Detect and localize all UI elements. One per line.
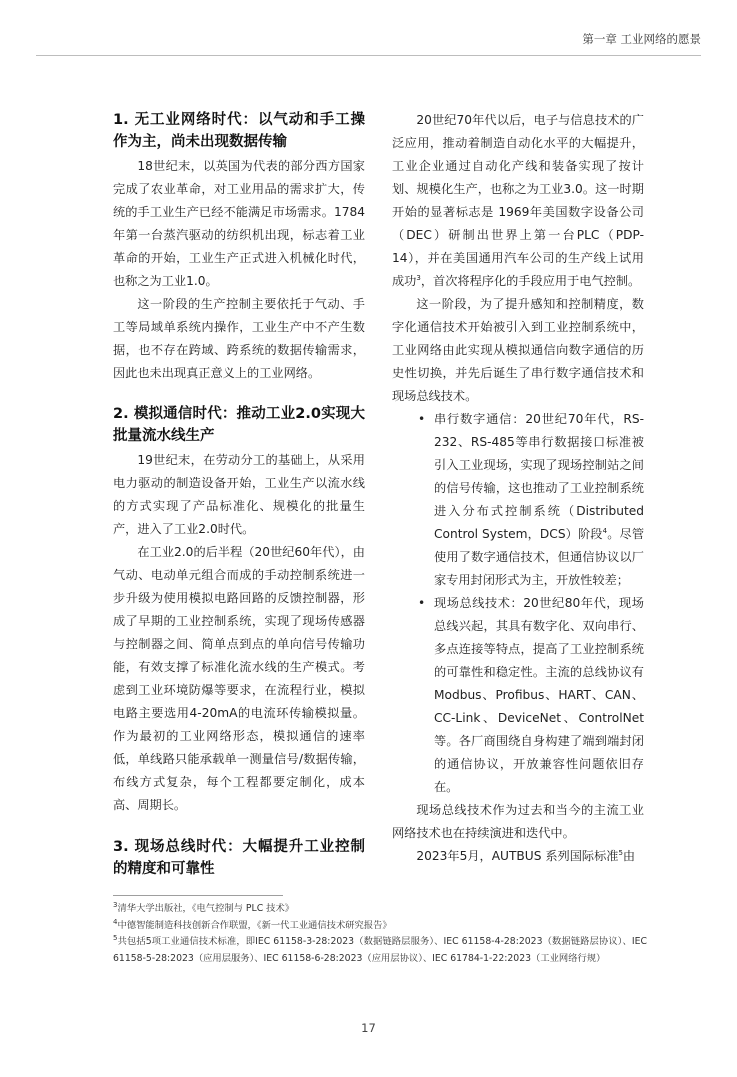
section-2-title: 2. 模拟通信时代：推动工业2.0实现大批量流水线生产 bbox=[113, 406, 365, 444]
right-paragraph-3: 现场总线技术作为过去和当今的主流工业网络技术也在持续演进和迭代中。 bbox=[392, 803, 644, 840]
right-column bbox=[392, 109, 644, 868]
footnote-3: $^3$清华大学出版社，《电气控制与 PLC 技术》 bbox=[113, 900, 295, 914]
page-number: 17 bbox=[361, 1021, 376, 1035]
footnote-ref-5[interactable]: 5 bbox=[618, 848, 623, 857]
list-item: • 现场总线技术：20世纪80年代，现场总线兴起，其具有数字化、双向串行、多点连接等特点，提高了工业控制系统的可靠性和稳定性。主流的总线协议有Modbus、Profibus、HART、CAN、CC-Link、DeviceNet、ControlNet等。各厂商围绕自身构建了端到端封闭的通信协议，开放兼容性问题依旧存在。 bbox=[434, 592, 644, 799]
left-column bbox=[113, 109, 365, 882]
bullet-list bbox=[392, 408, 644, 799]
footnotes bbox=[113, 901, 647, 967]
section-1-paragraph-2: 这一阶段的生产控制主要依托于气动、手工等局域单系统内操作，工业生产中不产生数据，也不存在跨域、跨系统的数据传输需求，因此也未出现真正意义上的工业网络。 bbox=[113, 297, 365, 380]
chapter-header: 第一章 工业网络的愿景 bbox=[582, 32, 701, 46]
section-2-paragraph-1: 19世纪末，在劳动分工的基础上，从采用电力驱动的制造设备开始，工业生产以流水线的方式实现了产品标准化、规模化的批量生产，进入了工业2.0时代。 bbox=[113, 453, 365, 536]
footnote-ref-3[interactable]: 3 bbox=[416, 273, 421, 282]
section-1-paragraph-1: 18世纪末，以英国为代表的部分西方国家完成了农业革命，对工业用品的需求扩大，传统的手工业生产已经不能满足市场需求。1784年第一台蒸汽驱动的纺织机出现，标志着工业革命的开始，工业生产正式进入机械化时代，也称之为工业1.0。 bbox=[113, 159, 365, 288]
section-3-title: 3. 现场总线时代：大幅提升工业控制的精度和可靠性 bbox=[113, 839, 365, 877]
right-paragraph-4: 2023年5月，AUTBUS 系列国际标准$^5$由 bbox=[416, 848, 636, 863]
header-divider bbox=[36, 55, 701, 56]
footnote-ref-4[interactable]: 4 bbox=[602, 526, 608, 535]
footnote-divider bbox=[113, 895, 283, 896]
section-2-paragraph-2: 在工业2.0的后半程（20世纪60年代），由气动、电动单元组合而成的手动控制系统进一步升级为使用模拟电路回路的反馈控制器，形成了早期的工业控制系统，实现了现场传感器与控制器之间、简单点到点的单向信号传输功能，有效支撑了标准化流水线的生产模式。考虑到工业环境防爆等要求，在流程行业，模拟电路主要选用4-20mA的电流环传输模拟量。作为最初的工业网络形态，模拟通信的速率低，单线路只能承载单一测量信号/数据传输，布线方式复杂，每个工程都要定制化，成本高、周期长。 bbox=[113, 545, 365, 812]
section-1-title: 1. 无工业网络时代：以气动和手工操作为主，尚未出现数据传输 bbox=[113, 112, 365, 150]
footnote-5: $^5$共包括5项工业通信技术标准，即IEC 61158-3-28:2023（数据链路层服务）、IEC 61158-4-28:2023（数据链路层协议）、IEC 61158-5-28:2023（应用层服务）、IEC 61158-6-28:2023（应用层协议）、IEC 61784-1-22:2023（工业网络行规） bbox=[113, 933, 647, 964]
list-item: • 串行数字通信：20世纪70年代，RS-232、RS-485等串行数据接口标准被引入工业现场，实现了现场控制站之间的信号传输，这也推动了工业控制系统进入分布式控制系统（Distributed Control System，DCS）阶段$^4$。尽管使用了数字通信技术，但通信协议以厂家专用封闭形式为主，开放性较差； bbox=[434, 408, 644, 592]
footnote-4: $^4$中德智能制造科技创新合作联盟，《新一代工业通信技术研究报告》 bbox=[113, 917, 392, 931]
right-paragraph-2: 这一阶段，为了提升感知和控制精度，数字化通信技术开始被引入到工业控制系统中，工业网络由此实现从模拟通信向数字通信的历史性切换，并先后诞生了串行数字通信技术和现场总线技术。 bbox=[392, 297, 644, 403]
bullet-icon: • bbox=[418, 596, 426, 610]
bullet-icon: • bbox=[418, 412, 426, 426]
right-paragraph-1: 20世纪70年代以后，电子与信息技术的广泛应用，推动着制造自动化水平的大幅提升，工业企业通过自动化产线和装备实现了按计划、规模化生产，也称之为工业3.0。这一时期开始的显著标志是 1969年美国数字设备公司（DEC）研制出世界上第一台PLC（PDP-14），并在美国通用汽车公司的生产线上试用成功$^3$，首次将程序化的手段应用于电气控制。 bbox=[392, 113, 644, 288]
